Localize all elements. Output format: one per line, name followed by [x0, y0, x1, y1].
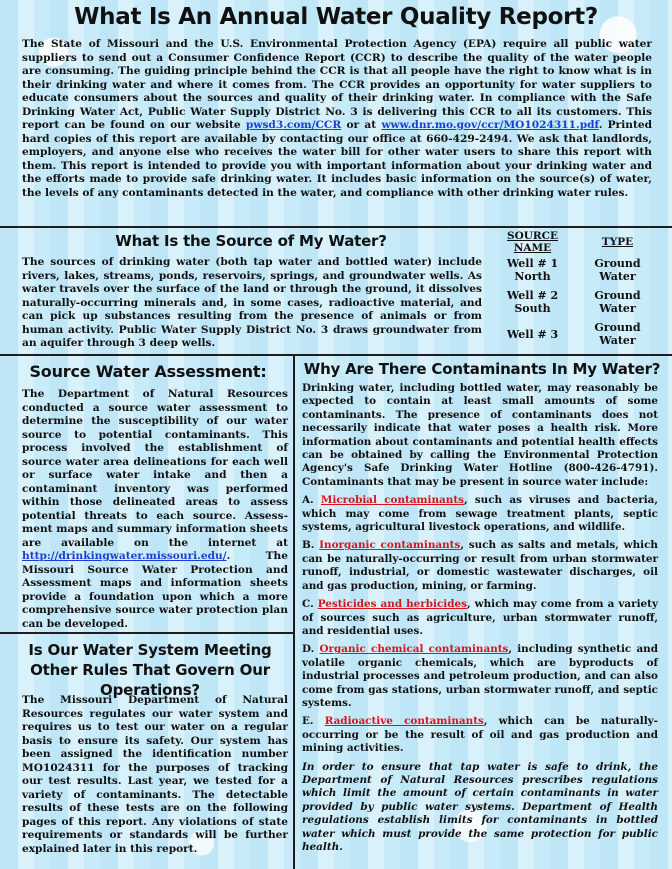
item-prefix: C.	[302, 598, 318, 611]
table-row	[490, 318, 660, 350]
item-text: , which can be naturally-occurring or be the result of oil and gas production and mining activities.	[302, 715, 658, 755]
list-item	[302, 539, 658, 593]
rules-heading: Is Our Water System Meeting Other Rules That Govern Our Operations?	[28, 641, 272, 699]
divider	[0, 226, 672, 228]
source-heading: What Is the Source of My Water?	[115, 232, 387, 250]
assessment-paragraph	[22, 388, 288, 631]
list-item	[302, 643, 658, 710]
list-item	[302, 715, 658, 755]
divider	[0, 354, 672, 356]
item-text: , such as salts and metals, which can be naturally-occurring or result from urban stormwater runoff, industrial, or domestic wastewater discharges, oil and gas production, mining, or farming.	[302, 539, 658, 592]
contaminants-section	[302, 382, 658, 854]
assessment-heading: Source Water Assessment:	[29, 362, 267, 381]
inorganic-label: Inorganic contaminants	[319, 539, 461, 552]
microbial-label: Microbial contaminants	[320, 494, 464, 507]
column-divider	[293, 354, 295, 869]
drinkingwater-link[interactable]: http://drinkingwater.missouri.edu/	[22, 550, 227, 562]
contaminants-heading: Why Are There Contaminants In My Water?	[303, 360, 661, 378]
radioactive-label: Radioactive contaminants	[324, 715, 484, 728]
source-paragraph: The sources of drinking water (both tap water and bottled water) include rivers, lakes, streams, ponds, reservoirs, springs, and groundwater wells. As water travels over the surface of the land or through the ground, it dissolves naturally-occurring minerals and, in some cases, radioactive material, and can pick up substances resulting from the presence of animals or from human activity. Public Water Supply District No. 3 draws groundwater from an aquifer through 3 deep wells.	[22, 256, 482, 349]
source-name-header: SOURCE NAME	[507, 230, 558, 254]
table-row	[490, 286, 660, 318]
list-item	[302, 598, 658, 638]
type-cell: Ground Water	[594, 257, 641, 283]
type-cell: Ground Water	[594, 321, 641, 347]
item-prefix: D.	[302, 643, 320, 656]
intro-text-1: The State of Missouri and the U.S. Environmental Protection Agency (EPA) require all public water suppliers to send out a Consumer Confidence Report (CCR) to describe the quality of the water people are consuming. The guiding principle behind the CCR is that all people have the right to know what is in their drinking water and where it comes from. The CCR provides an opportunity for water suppliers to educate consumers about the sources and quality of their drinking water. In compliance with the Safe Drinking Water Act, Public Water Supply District No. 3 is delivering this CCR to all its customers. This report can be found on our website	[22, 38, 652, 131]
closing-paragraph: In order to ensure that tap water is safe to drink, the Department of Natural Resources prescribes regulations which limit the amount of certain contaminants in water provided by public water systems. Department of Health regulations establish limits for contaminants in bottled water which must provide the same protection for public health.	[302, 760, 658, 853]
assessment-text-2: . The Missouri Source Water Protection and Assessment maps and information sheets provide a foundation upon which a more comprehensive source water protection plan can be developed.	[22, 550, 288, 630]
divider	[0, 632, 294, 634]
rules-paragraph: The Missouri Department of Natural Resources regulates our water system and requires us to test our water on a regular basis to ensure its safety. Our system has been assigned the identification number MO1024311 for the purposes of tracking our test results. Last year, we tested for a variety of contaminants. The detectable results of these tests are on the following pages of this report. Any violations of state requirements or standards will be further explained later in this report.	[22, 694, 288, 855]
item-text: , such as viruses and bacteria, which may come from sewage treatment plants, septic systems, agricultural livestock operations, and wildlife.	[302, 494, 658, 534]
list-item	[302, 494, 658, 534]
source-name-cell: Well # 2 South	[506, 289, 559, 315]
pesticides-label: Pesticides and herbicides	[317, 598, 467, 611]
type-cell: Ground Water	[594, 289, 641, 315]
contaminants-intro: Drinking water, including bottled water, may reasonably be expected to contain at least small amounts of some contaminants. The presence of contaminants does not necessarily indicate that water poses a health risk. More information about contaminants and potential health effects can be obtained by calling the Environmental Protection Agency's Safe Drinking Water Hotline (800-426-4791). Contaminants that may be present in source water include:	[302, 382, 658, 488]
item-prefix: A.	[302, 494, 321, 507]
item-text: , including synthetic and volatile organic chemicals, which are byproducts of industrial processes and petroleum production, and can also come from gas stations, urban stormwater runoff, and septic systems.	[302, 643, 658, 709]
ccr-website-link[interactable]: pwsd3.com/CCR	[245, 119, 342, 131]
item-prefix: B.	[302, 539, 320, 552]
organic-label: Organic chemical contaminants	[319, 643, 509, 656]
source-table	[490, 230, 660, 350]
source-name-cell: Well # 3	[506, 327, 559, 341]
intro-paragraph	[22, 38, 652, 200]
item-text: , which may come from a variety of sources such as agriculture, urban stormwater runoff, and residential uses.	[302, 598, 658, 637]
type-header: TYPE	[601, 236, 634, 248]
page-title: What Is An Annual Water Quality Report?	[74, 4, 598, 30]
assessment-text-1: The Department of Natural Resources conducted a source water assessment to determine the susceptibility of our water source to potential contaminants. This process involved the establishment of source water area delineations for each well or surface water intake and then a contaminant inventory was performed within those delineated areas to assess potential threats to each source. Assess-ment maps and summary information sheets are available on the internet at	[22, 388, 288, 549]
item-prefix: E.	[302, 715, 325, 728]
source-name-cell: Well # 1 North	[506, 257, 559, 283]
table-row	[490, 254, 660, 286]
intro-text-2: or at	[341, 119, 382, 131]
dnr-ccr-pdf-link[interactable]: www.dnr.mo.gov/ccr/MO1024311.pdf	[381, 119, 599, 131]
intro-text-3: . Printed hard copies of this report are available by contacting our office at 660-429-2494. We ask that landlords, employers, and anyone else who receives the water bill for other water users to share this report with them. This report is intended to provide you with important information about your drinking water and the efforts made to provide safe drinking water. It includes basic information on the source(s) of water, the levels of any contaminants detected in the water, and compliance with other drinking water rules.	[22, 119, 652, 199]
